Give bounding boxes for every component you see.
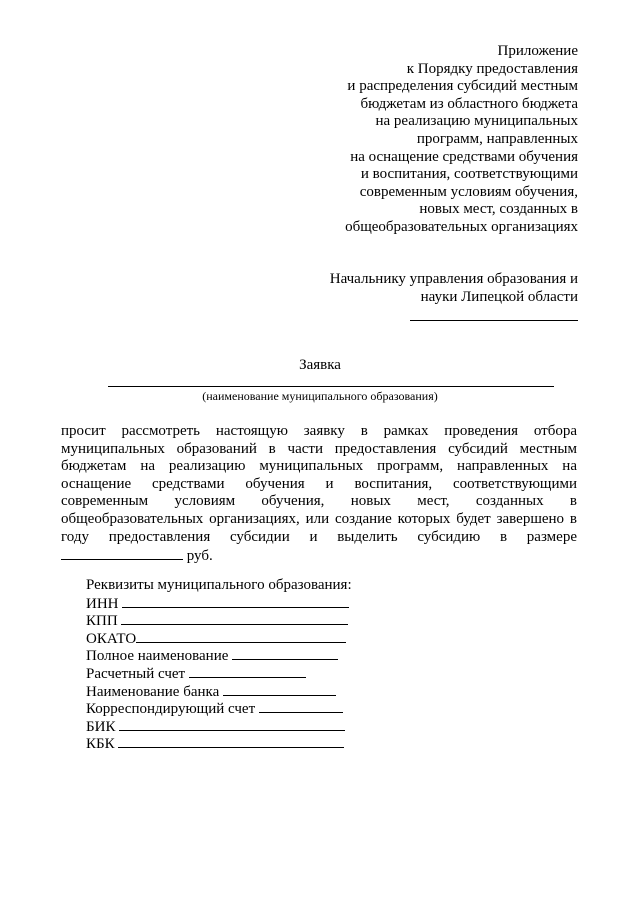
appendix-block — [278, 43, 578, 237]
account-blank[interactable] — [189, 665, 306, 678]
addressee-line-2: науки Липецкой области — [420, 288, 578, 305]
amount-blank[interactable] — [61, 546, 183, 560]
appendix-line: и распределения субсидий местным — [347, 78, 578, 95]
appendix-line: бюджетам из областного бюджета — [360, 95, 578, 112]
appendix-line: на оснащение средствами обучения — [350, 148, 578, 165]
inn-blank[interactable] — [122, 595, 349, 608]
requisite-label: Расчетный счет — [86, 665, 186, 682]
requisite-label: КБК — [86, 736, 115, 753]
appendix-line: программ, направленных — [416, 130, 578, 147]
requisites-block — [86, 577, 386, 753]
requisite-row-bik — [86, 718, 386, 736]
document-title: Заявка — [299, 357, 341, 373]
requisite-label: ОКАТО — [86, 630, 137, 647]
appendix-line: к Порядку предоставления — [406, 60, 578, 77]
requisite-row-inn — [86, 595, 386, 613]
request-text: просит рассмотреть настоящую заявку в рамках проведения отбора муниципальных образований в части предоставления субсидий местным бюджетам на реализацию муниципальных программ, направленных на оснащение средствами обучения и воспитания, соответствующими современным условиям обучения, новых мест, созданных в общеобразовательных организациях, или создание которых будет завершено в году предоставления субсидии и выделить субсидию в размере — [61, 423, 577, 545]
appendix-line: общеобразовательных организациях — [345, 218, 578, 235]
requisite-label: Корреспондирующий счет — [86, 701, 256, 718]
requisites-heading: Реквизиты муниципального образования: — [86, 577, 352, 593]
addressee-block — [248, 271, 578, 327]
requisite-row-kpp — [86, 612, 386, 630]
requisite-label: КПП — [86, 613, 118, 630]
municipality-caption: (наименование муниципального образования) — [202, 389, 438, 403]
requisite-row-account — [86, 665, 386, 683]
kbk-blank[interactable] — [118, 735, 344, 748]
corr-account-blank[interactable] — [259, 700, 343, 713]
okato-blank[interactable] — [136, 630, 346, 643]
requisite-row-corr-account — [86, 700, 386, 718]
addressee-name-blank[interactable] — [410, 306, 578, 321]
bank-blank[interactable] — [223, 683, 336, 696]
appendix-line: на реализацию муниципальных — [375, 113, 578, 130]
kpp-blank[interactable] — [121, 612, 348, 625]
appendix-line: новых мест, созданных в — [419, 201, 578, 218]
requisite-label: БИК — [86, 718, 116, 735]
appendix-line: современным условиям обучения, — [359, 183, 578, 200]
appendix-line: Приложение — [497, 43, 578, 59]
requisite-row-full-name — [86, 647, 386, 665]
currency-label: руб. — [186, 548, 213, 565]
full-name-blank[interactable] — [232, 647, 338, 660]
requisite-label: ИНН — [86, 595, 119, 612]
requisite-label: Полное наименование — [86, 648, 229, 665]
requisite-row-kbk — [86, 735, 386, 753]
requisite-row-okato — [86, 630, 386, 648]
municipality-name-blank[interactable] — [108, 386, 554, 387]
requisite-label: Наименование банка — [86, 683, 220, 700]
appendix-line: и воспитания, соответствующими — [360, 166, 578, 183]
request-paragraph — [61, 423, 577, 566]
addressee-line-1: Начальнику управления образования и — [329, 271, 578, 287]
requisite-row-bank — [86, 683, 386, 701]
bik-blank[interactable] — [119, 718, 345, 731]
